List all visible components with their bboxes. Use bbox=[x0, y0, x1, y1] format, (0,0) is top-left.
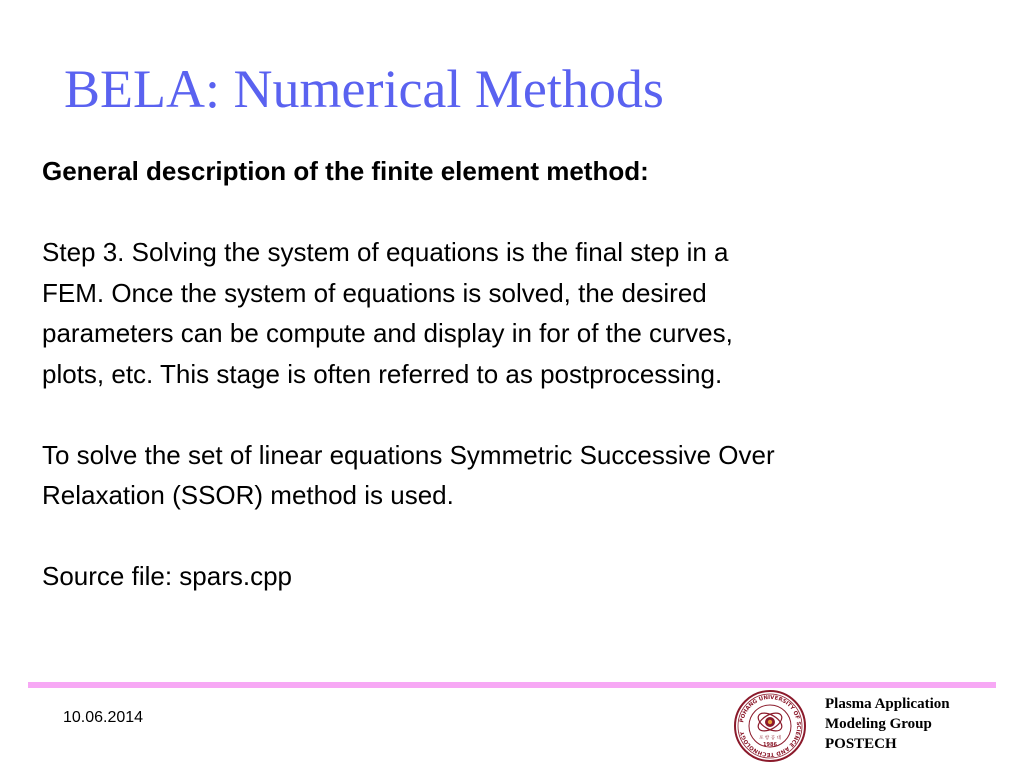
org-name bbox=[825, 694, 950, 754]
spacer bbox=[42, 516, 1017, 557]
org-line: Modeling Group bbox=[825, 716, 932, 732]
spacer bbox=[42, 394, 1017, 435]
slide-title: BELA: Numerical Methods bbox=[64, 59, 664, 119]
step3-line: plots, etc. This stage is often referred to as postprocessing. bbox=[42, 358, 723, 389]
source-file-line: Source file: spars.cpp bbox=[42, 561, 293, 591]
svg-text:포 항 공 대: 포 항 공 대 bbox=[759, 736, 781, 741]
step3-line: FEM. Once the system of equations is solved, the desired bbox=[42, 277, 707, 308]
org-line: Plasma Application bbox=[825, 696, 950, 712]
ssor-line: Relaxation (SSOR) method is used. bbox=[42, 480, 454, 510]
ssor-paragraph bbox=[42, 435, 1017, 516]
section-heading: General description of the finite element method: bbox=[42, 156, 649, 186]
org-line: POSTECH bbox=[825, 736, 897, 752]
university-seal-icon bbox=[733, 689, 807, 763]
ssor-line: To solve the set of linear equations Symmetric Successive Over bbox=[42, 439, 775, 470]
svg-text:POHANG UNIVERSITY OF SCIENCE A: POHANG UNIVERSITY OF SCIENCE AND TECHNOLOGY bbox=[739, 694, 802, 758]
footer-date: 10.06.2014 bbox=[63, 709, 144, 726]
step3-line: parameters can be compute and display in for of the curves, bbox=[42, 318, 733, 348]
step3-line: Step 3. Solving the system of equations is the final step in a bbox=[42, 237, 729, 267]
svg-text:1986: 1986 bbox=[763, 742, 777, 748]
footer-divider bbox=[28, 682, 996, 688]
spacer bbox=[42, 192, 1017, 233]
slide-body bbox=[42, 151, 1017, 597]
step3-paragraph bbox=[42, 232, 1017, 394]
